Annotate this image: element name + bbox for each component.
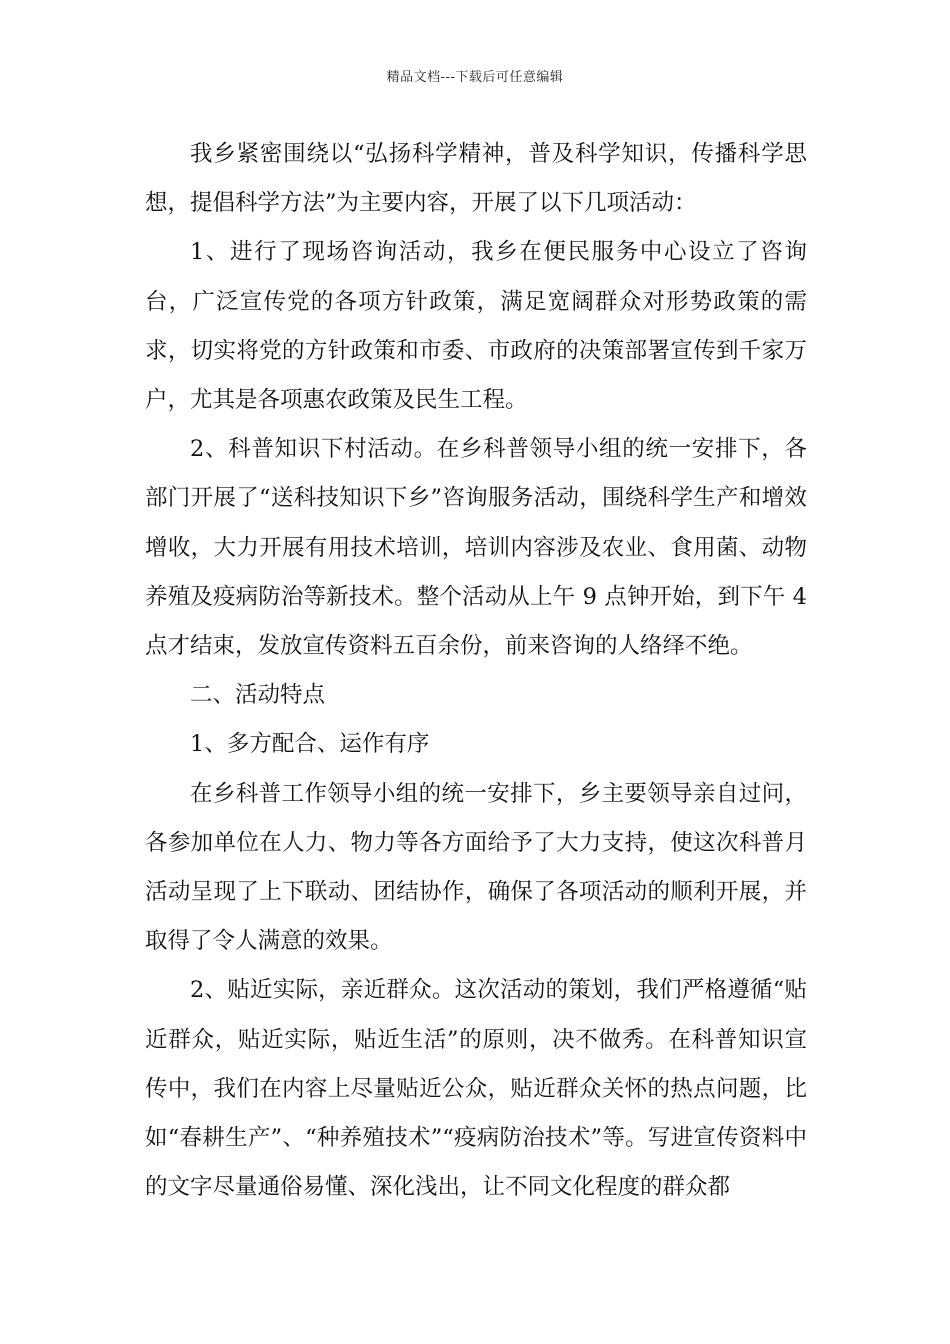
section-heading-features: 二、活动特点	[190, 682, 326, 709]
paragraph-intro: 我乡紧密围绕以“弘扬科学精神，普及科学知识，传播科学思想，提倡科学方法”为主要内容，开展了以下几项活动：	[145, 141, 807, 217]
paragraph-close-to-people: 2、贴近实际，亲近群众。这次活动的策划，我们严格遵循“贴近群众，贴近实际，贴近生活”的原则，决不做秀。在科普知识宣传中，我们在内容上尽量贴近公众，贴近群众关怀的热点问题，比如“春耕生产”、“种养殖技术”“疫病防治技术”等。写进宣传资料中的文字尽量通俗易懂、深化浅出，让不同文化程度的群众都	[145, 977, 807, 1201]
paragraph-consultation: 1、进行了现场咨询活动，我乡在便民服务中心设立了咨询台，广泛宣传党的各项方针政策，满足宽阔群众对形势政策的需求，切实将党的方针政策和市委、市政府的决策部署宣传到千家万户，尤其是各项惠农政策及民生工程。	[145, 239, 807, 414]
page-header: 精品文档---下载后可任意编辑	[386, 70, 564, 85]
document-body	[145, 130, 807, 1212]
paragraph-cooperation: 在乡科普工作领导小组的统一安排下，乡主要领导亲自过问，各参加单位在人力、物力等各方面给予了大力支持，使这次科普月活动呈现了上下联动、团结协作，确保了各项活动的顺利开展，并取得了令人满意的效果。	[145, 780, 807, 955]
subheading-cooperation: 1、多方配合、运作有序	[190, 731, 430, 758]
paragraph-village-activity: 2、科普知识下村活动。在乡科普领导小组的统一安排下，各部门开展了“送科技知识下乡”咨询服务活动，围绕科学生产和增效增收，大力开展有用技术培训，培训内容涉及农业、食用菌、动物养殖及疫病防治等新技术。整个活动从上午 9 点钟开始，到下午 4 点才结束，发放宣传资料五百余份，前来咨询的人络绎不绝。	[145, 436, 807, 660]
